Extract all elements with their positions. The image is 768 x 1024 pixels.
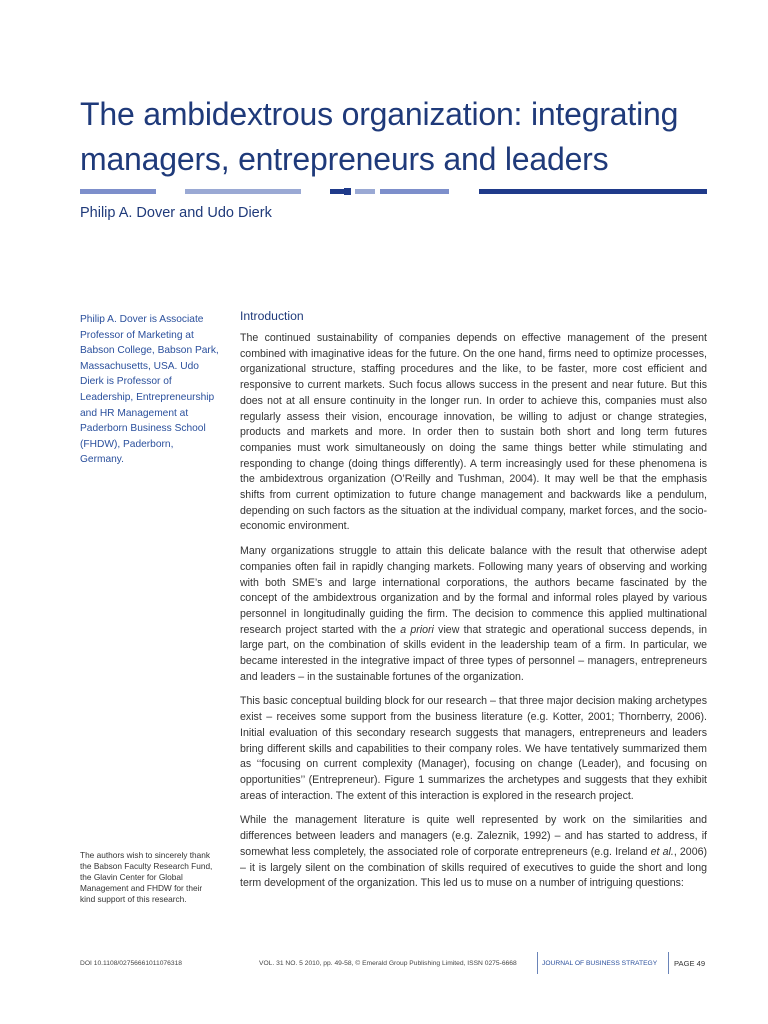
article-authors: Philip A. Dover and Udo Dierk [80, 205, 272, 221]
footer-separator [537, 952, 538, 974]
footer-volume-info: VOL. 31 NO. 5 2010, pp. 49-58, © Emerald Group Publishing Limited, ISSN 0275-6668 [259, 960, 517, 967]
body-paragraph [240, 813, 707, 892]
author-bio: Philip A. Dover is Associate Professor of Marketing at Babson College, Babson Park, Massachusetts, USA. Udo Dierk is Professor of Leadership, Entrepreneurship and HR Management at Paderborn Business School (FHDW), Paderborn, Germany. [80, 314, 219, 466]
text-run: Many organizations struggle to attain this delicate balance with the result that otherwise adept companies often fail in rapidly changing markets. Following many years of observing and working with both SME’s and large international corporations, the authors became fascinated by the concept of the ambidextrous organization and by the formal and informal roles played by various personnel in longitudinally guiding the firm. The decision to commence this applied multinational research project started with the [240, 545, 707, 636]
footer-separator [668, 952, 669, 974]
acknowledgement-note: The authors wish to sincerely thank the Babson Faculty Research Fund, the Glavin Center for Global Management and FHDW for their kind support of this research. [80, 850, 213, 904]
body-paragraph: This basic conceptual building block for our research – that three major decision making archetypes exist – receives some support from the business literature (e.g. Kotter, 2001; Thornberry, 2006). Initial evaluation of this secondary research suggests that managers, entrepreneurs and leaders bring different skills and capabilities to their company roles. We have tentatively summarized them as ‘‘focusing on current complexity (Manager), focusing on change (Leader), and focusing on opportunities’’ (Entrepreneur). Figure 1 summarizes the archetypes and suggests that they exhibit areas of interaction. The extent of this interaction is explored in the research project. [240, 695, 707, 802]
decorative-rule [80, 189, 707, 195]
text-run: view that strategic and operational success depends, in large part, on the combination of skills evident in the leadership team of a firm. In particular, we became interested in the integrative impact of three types of personnel – managers, entrepreneurs and leaders – in the sustainable fortunes of the organization. [240, 623, 707, 683]
section-heading: Introduction [240, 309, 304, 323]
body-paragraph: The continued sustainability of companies depends on effective management of the present combined with imaginative ideas for the future. On the one hand, firms need to optimize processes, organizational structure, staffing procedures and the like, to be faster, more cost efficient and responsive to current markets. Such focus allows success in the present and near future. But this does not at all ensure continuity in the longer run. In order to achieve this, companies must also regularly assess their vision, encourage innovation, be willing to adjust or change strategies, products and markets and more. In order then to sustain both short and long term futures companies must work simultaneously on doing the same things better while stimulating and responding to change (doing things differently). A term increasingly used for these phenomena is the ambidextrous organization (O’Reilly and Tushman, 2004). It may well be that the emphasis shifts from current optimization to future change management and backwards like a pendulum, depending on such factors as the situation at the individual company, market forces, and the socio-economic environment. [240, 332, 707, 533]
text-run: While the management literature is quite well represented by work on the similarities and differences between leaders and managers (e.g. Zaleznik, 1992) – and has started to address, if somewhat less completely, the associated role of corporate entrepreneurs (e.g. Ireland [240, 814, 707, 858]
italic-text: a priori [400, 623, 434, 636]
article-body [240, 309, 707, 901]
italic-text: et al. [650, 845, 674, 858]
text-run: , 2006) – it is largely silent on the combination of skills required of executives to guide the short and long term development of the organization. This led us to muse on a number of intriguing questions: [240, 845, 708, 890]
footer-doi: DOI 10.1108/02756661011076318 [80, 960, 183, 967]
footer-page-number: PAGE 49 [674, 959, 706, 968]
body-paragraph [240, 544, 707, 685]
article-title: The ambidextrous organization: integrating managers, entrepreneurs and leaders [80, 96, 679, 177]
page-footer [0, 955, 768, 975]
footer-journal-name: JOURNAL OF BUSINESS STRATEGY [542, 960, 658, 967]
